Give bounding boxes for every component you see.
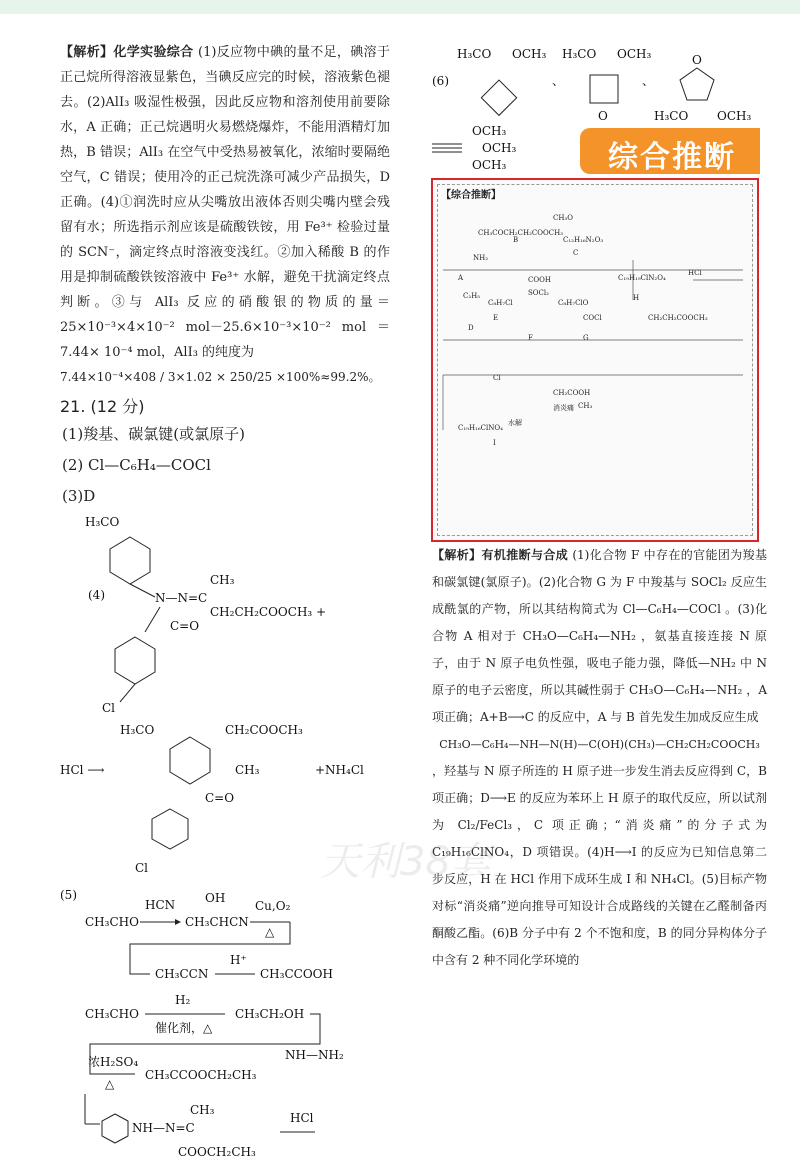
diagram-label-4: C₁₉H₁₉ClN₂O₄ [618,274,666,282]
a4-chain: CH₂CH₂COOCH₃ + [210,605,327,619]
diagram-label-9: COOH [528,276,551,284]
diagram-label-12: 消炎痛 [553,404,574,412]
a5-label: (5) [60,888,77,902]
benzene-ring-1 [110,537,150,584]
step3-reactant: CH₃CHO [85,1007,139,1021]
diagram-label-7: C₈H₇Cl [488,299,513,307]
left-column [60,40,390,1174]
diagram-label-11: CH₂CH₂COOCH₃ [648,314,708,322]
diagram-label-21: A [458,274,464,282]
svg-text:C=O: C=O [205,791,235,805]
step1-cond: △ [265,925,275,939]
diagram-label-25: CH₂COOH [553,389,591,397]
furan-ring [680,68,714,100]
a4-cl: Cl [102,701,116,715]
diagram-label-0: CH₃COCH₂CH₂COOCH₃ [478,229,563,237]
a4-prod-ch3: CH₃ [235,763,260,777]
diagram-label-27: C₂H₅ [463,292,481,300]
answer-4-structures [60,512,390,812]
diagram-label-22: CH₃O [553,214,574,222]
step2-reactant: CH₃CCN [155,967,209,981]
indole-ring [170,737,210,784]
diagram-label-15: I [493,439,496,447]
question-21-number: 21. (12 分) [60,397,145,416]
diagram-label-5: HCl [688,269,702,277]
diagram-label-16: D [468,324,474,332]
analysis-text: (1)反应物中碘的量不足，碘溶于正己烷所得溶液显紫色，当碘反应完的时候，溶液紫色褪去。(2)AlI₃ 吸湿性极强，因此反应物和溶剂使用前要除水，A 正确；正己烷遇明火易燃烧爆炸，不能用酒精灯加热，B 错误；AlI₃ 在空气中受热易被氧化，浓缩时要隔绝空气，C 错误；使用冷的正己烷洗涤可减少产品损失，D 正确。(4)①润洗时应从尖嘴放出液体否则尖嘴内壁会残留有水；所选指示剂应该是硫酸铁铵，用 Fe³⁺ 检验过量的 SCN⁻，滴定终点时溶液变浅红。②加入稀酸 B 的作用是抑制硫酸铁铵溶液中 Fe³⁺ 水解，避免干扰滴定终点判断。③与 AlI₃ 反应的硝酸银的物质的量＝25×10⁻³×4×10⁻² mol－25.6×10⁻³×10⁻² mol ＝ 7.44× 10⁻⁴ mol，AlI₃ 的纯度为 [60,45,390,360]
oxetane-ring [481,80,516,115]
q6-s1-a: H₃CO [457,47,492,61]
step5-product: COOCH₂CH₃ [178,1145,256,1159]
step3-reagent: H₂ [175,993,191,1007]
top-bar [0,0,800,14]
step4-product: CH₃CCOOCH₂CH₃ [145,1068,257,1082]
a4-hcl: HCl ⟶ [60,763,105,777]
q6-s4-c: OCH₃ [472,158,507,172]
answer-3: (3)D [62,487,96,505]
svg-text:、: 、 [552,74,565,88]
diagram-label-23: NH₂ [473,254,489,262]
q6-s2-a: H₃CO [562,47,597,61]
benzene-ring-3 [152,809,188,849]
answer-5-last-step [60,1094,390,1174]
diagram-label-8: C₈H₇ClO [558,299,589,307]
diagram-label-13: C₁₉H₁₆ClNO₄ [458,424,503,432]
watermark-logo: 天利38套 [320,839,491,885]
answer-2: (2) Cl—C₆H₄—COCl [62,456,211,474]
a4-prod-cl: Cl [135,861,149,875]
diagram-label-10: COCl [583,314,602,322]
answer-1: (1)羧基、碳氯键(或氯原子) [62,425,245,443]
cyclobutanone-ring [590,75,618,103]
analysis-21 [432,542,767,974]
q6-s2-b: OCH₃ [617,47,652,61]
analysis-tail: ，羟基与 [432,764,481,778]
step3-product: CH₃CH₂OH [235,1007,305,1021]
step2-reagent: H⁺ [230,953,247,967]
purity-formula: 7.44×10⁻⁴×408 / 3×1.02 × 250/25 ×100%≈99.2%。 [60,370,381,384]
diagram-label-14: 水解 [508,419,522,427]
analysis-tag: 【解析】化学实验综合 [60,45,194,60]
analysis-21-text: (1)化合物 F 中存在的官能团为羧基和碳氯键(氯原子)。(2)化合物 G 为 F 中羧基与 SOCl₂ 反应生成酰氯的产物，所以其结构简式为 Cl—C₆H₄—COCl 。(3)化合物 A 相对于 CH₃O—C₆H₄—NH₂ ，氨基直接连接 N 原子，由于 N 原子电负性强，吸电子能力强，降低—NH₂ 中 N 原子的电子云密度，所以其碱性弱于 CH₃O—C₆H₄—NH₂ ，A 项正确；A+B⟶C 的反应中，A 与 B 首先发生加成反应生成 [432,548,767,724]
step5-reagent: HCl [290,1111,314,1125]
step5-ch3: CH₃ [190,1103,215,1117]
step1-reagent: HCN [145,898,176,912]
step4-reagent2: NH—NH₂ [285,1048,344,1062]
analysis-paragraph-20 [60,40,390,365]
inference-flow-diagram [431,178,759,542]
diagram-label-20: H [633,294,640,302]
step2-product: CH₃CCOOH [260,967,333,981]
svg-text:C=O: C=O [170,619,200,633]
diagram-label-6: SOCl₂ [528,289,549,297]
analysis-structure: CH₃O—C₆H₄—NH—N(H)—C(OH)(CH₃)—CH₂CH₂COOCH₃ [439,738,760,751]
section-banner [580,128,760,174]
step1-reactant: CH₃CHO [85,915,139,929]
step1-reagent2: Cu,O₂ [255,899,291,913]
a4-top-label: H₃CO [85,515,120,529]
svg-text:O: O [692,53,702,67]
diagram-svg [433,180,753,520]
diagram-label-24: Cl [493,374,501,382]
step1-oh: OH [205,891,226,905]
step4-reagent: 浓H₂SO₄ [88,1055,139,1069]
svg-text:N—N=C: N—N=C [155,591,208,605]
banner-text: 综合推断 [608,140,736,175]
diagram-label-17: E [493,314,499,322]
analysis-21-text-2: N 原子所连的 H 原子进一步发生消去反应得到 C，B 项正确；D⟶E 的反应为苯环上 H 原子的取代反应，所以试剂为 Cl₂/FeCl₃，C 项正确；“消炎痛”的分子式为 C₁₉H₁₆ClNO₄，D 项错误。(4)H⟶I 的反应为已知信息第二步反应，H 在 HCl 作用下成环生成 I 和 NH₄Cl。(5)目标产物对标“消炎痛”逆向推导可知设计合成路线的关键在乙醛制备丙酮酸乙酯。(6)B 分子中有 2 个不饱和度，B 的同分异构体分子中含有 2 种不同化学环境的 [432,764,767,967]
step5-reactant: NH—N=C [132,1121,195,1135]
a4-prod-top: H₃CO [120,723,155,737]
step3-cond: 催化剂，△ [155,1021,213,1035]
step1-product: CH₃CHCN [185,915,249,929]
a4-label: (4) [88,588,105,602]
diagram-label-3: C [573,249,579,257]
analysis-21-tag: 【解析】有机推断与合成 [432,548,569,562]
diagram-label-2: C₁₂H₁₆N₂O₃ [563,236,604,244]
diagram-label-19: G [583,334,589,342]
q6-s4-a: OCH₃ [472,124,507,138]
q6-s4-b: OCH₃ [482,141,517,155]
a4-prod-side: CH₂COOCH₃ [225,723,303,737]
q6-s3-b: OCH₃ [717,109,752,123]
benzene-ring-2 [115,637,155,684]
benzene-ring-4 [102,1114,128,1143]
diagram-label-26: CH₃ [578,402,593,410]
a4-ch3: CH₃ [210,573,235,587]
a4-nh4cl: +NH₄Cl [315,763,364,777]
diagram-label-1: B [513,236,519,244]
q6-s1-b: OCH₃ [512,47,547,61]
q6-s3-a: H₃CO [654,109,689,123]
step4-cond: △ [105,1077,115,1091]
diagram-label-18: F [528,334,533,342]
svg-text:、: 、 [642,74,655,88]
svg-text:O: O [598,109,608,123]
q6-label: (6) [432,74,449,88]
diagram-title: 【综合推断】 [441,190,501,201]
